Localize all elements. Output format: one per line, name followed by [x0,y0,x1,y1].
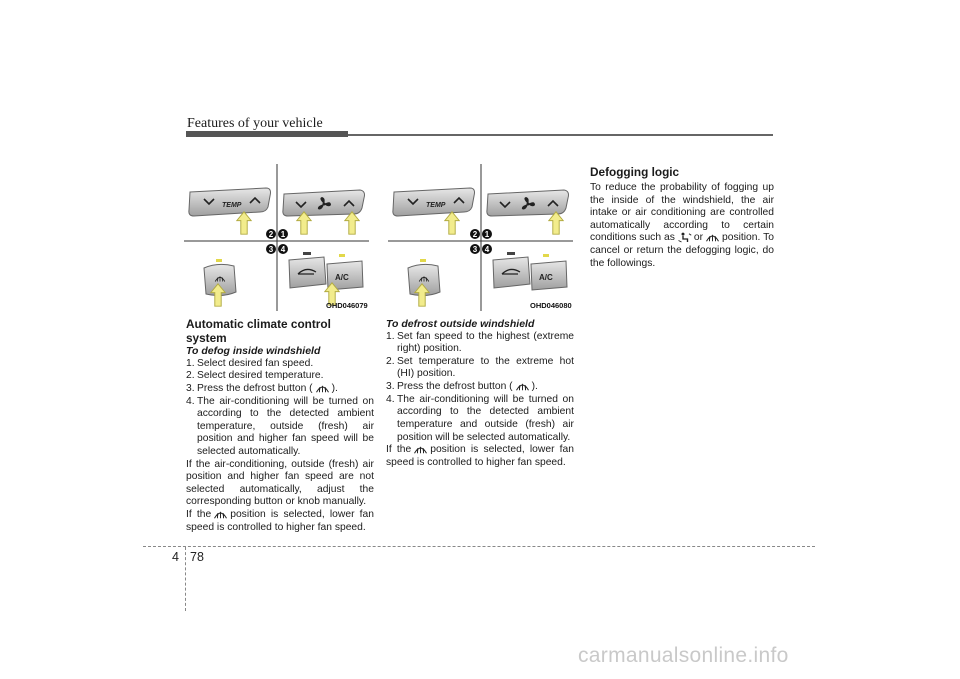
subheading-defrost: To defrost outside windshield [386,318,535,330]
svg-text:2: 2 [472,230,478,239]
list-item: 2. Set temperature to the extreme hot (HI) position. [386,355,574,380]
list-item: 2. Select desired temperature. [186,370,324,382]
paragraph-defogging-logic: To reduce the probability of fogging up the inside of the windshield, the air intake or air conditioning are controlled automatically according to certain conditions such as or position. To cancel or return the defogging logic, do the followings. [590,182,774,269]
paragraph-fan-speed: If the position is selected, lower fan speed is controlled to higher fan speed. [386,444,574,468]
marker-3 [470,244,480,254]
heading-defogging-logic: Defogging logic [590,165,680,179]
page-number: 78 [190,550,204,564]
temp-label: TEMP [426,202,446,209]
list-item: 1. Set fan speed to the highest (extreme right) position. [386,330,574,355]
marker-3 [266,244,276,254]
figure-climate-panel-defog [184,164,369,311]
figure-code: OHD046080 [530,301,572,310]
climate-panel-illustration [388,164,573,311]
footer-divider [185,547,186,611]
svg-text:4: 4 [280,245,286,254]
subheading-defog: To defog inside windshield [186,345,321,357]
marker-4 [278,244,288,254]
defrost-icon [705,232,720,243]
footer-rule [143,546,815,547]
marker-2 [470,229,480,239]
column-defrost [386,318,574,470]
figure-code: OHD046079 [326,301,368,310]
heading-automatic-climate: Automatic climate control system [186,317,331,345]
watermark: carmanualsonline.info [578,644,789,667]
temp-button [189,188,271,216]
section-title: Features of your vehicle [187,116,323,131]
figure-climate-panel-defrost [388,164,573,311]
defrost-icon [213,509,228,520]
svg-text:4: 4 [484,245,490,254]
svg-text:1: 1 [484,230,490,239]
svg-text:2: 2 [268,230,274,239]
list-item: 1. Select desired fan speed. [186,357,314,369]
paragraph-fan-speed: If the position is selected, lower fan speed is controlled to higher fan speed. [186,509,374,533]
recirculation-button [289,252,326,288]
ac-label: A/C [335,273,349,282]
marker-1 [482,229,492,239]
paragraph-manual-adjust: If the air-conditioning, outside (fresh) air position and higher fan speed are not selected automatically, adjust the corresponding button or knob manually. [186,458,374,508]
arrow-pointer-icon [445,212,459,234]
ac-label: A/C [539,273,553,282]
defrost-icon [413,444,428,455]
arrow-pointer-icon [549,212,563,234]
marker-2 [266,229,276,239]
temp-label: TEMP [222,202,242,209]
list-item: 4. The air-conditioning will be turned on according to the detected ambient temperature, outside (fresh) air position and higher fan speed will be selected automatically. [186,395,374,457]
column-defog [186,317,374,534]
list-item: 3. Press the defrost button ( ). [386,380,538,393]
temp-button [393,188,475,216]
defrost-icon [515,381,530,392]
svg-text:3: 3 [268,245,274,254]
arrow-pointer-icon [237,212,251,234]
header-bar-accent [186,131,348,137]
recirculation-button [493,252,530,288]
list-item: 3. Press the defrost button ( ). [186,382,338,394]
climate-panel-illustration [184,164,369,311]
arrow-pointer-icon [345,212,359,234]
marker-1 [278,229,288,239]
list-item: 4. The air-conditioning will be turned on according to the detected ambient temperature and outside (fresh) air position will be selected automatically. [386,393,574,443]
svg-text:1: 1 [280,230,286,239]
section-number: 4 [172,550,179,564]
column-defogging-logic [590,165,774,270]
marker-4 [482,244,492,254]
ac-button [531,254,567,290]
svg-text:3: 3 [472,245,478,254]
floor-defrost-icon [677,232,692,243]
defrost-icon [315,383,330,394]
header-rule [348,134,773,136]
